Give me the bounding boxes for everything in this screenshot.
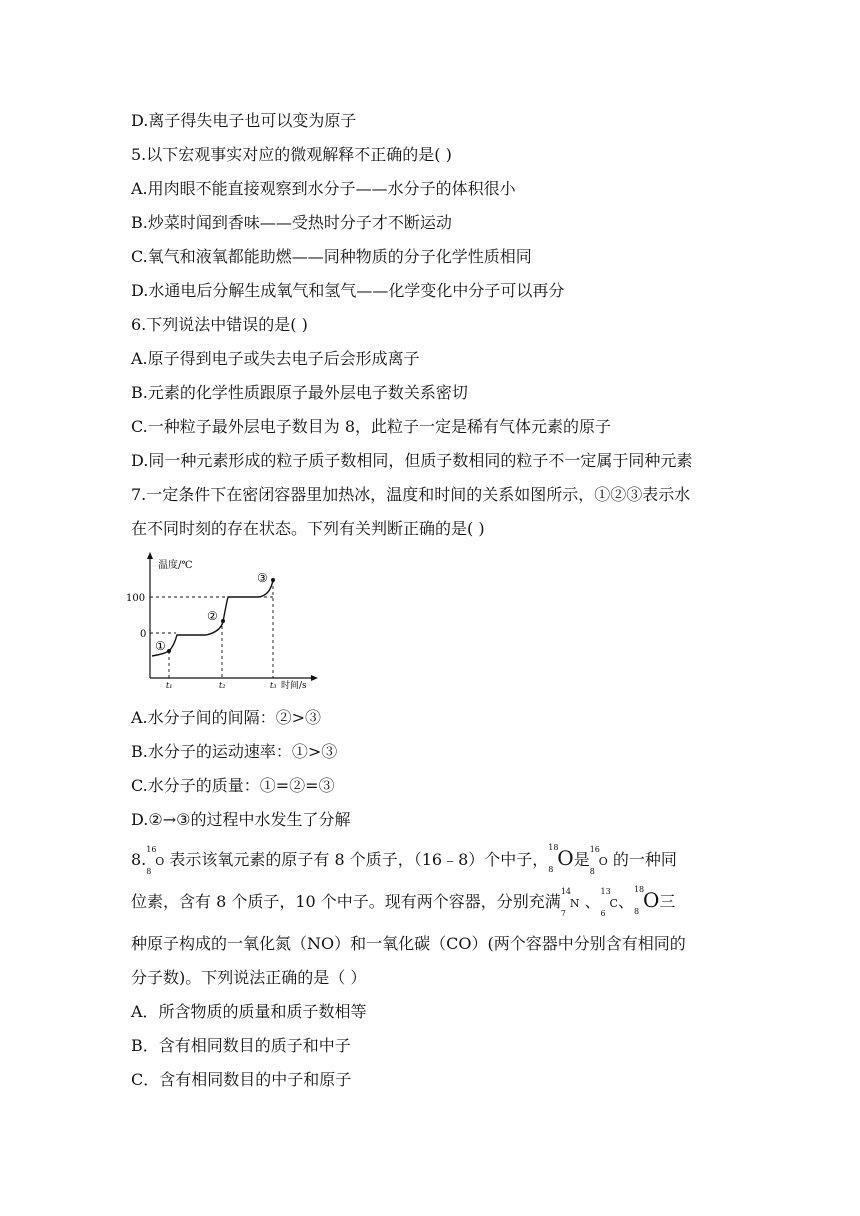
atomic-number: 8 <box>548 865 554 874</box>
x-axis-arrow <box>311 675 318 681</box>
question-6-stem: 6.下列说法中错误的是( ) <box>131 315 308 334</box>
point-label-2: ② <box>207 609 218 623</box>
option-a: A.原子得到电子或失去电子后会形成离子 <box>131 349 420 368</box>
isotope-o16 <box>589 845 608 876</box>
element-symbol: O <box>598 855 608 868</box>
temperature-time-chart <box>126 550 318 691</box>
x-tick-t3: t₃ <box>270 681 277 690</box>
x-tick-t2: t₂ <box>219 681 226 690</box>
question-8-line-4: 分子数)。下列说法正确的是（ ） <box>131 968 367 987</box>
mass-number: 14 <box>560 887 571 896</box>
element-symbol: O <box>155 855 165 868</box>
element-symbol: C <box>609 897 618 910</box>
text-line: D.离子得失电子也可以变为原子 <box>131 111 357 130</box>
isotope-o18 <box>633 885 660 916</box>
text-span: 位素，含有 8 个质子，10 个中子。现有两个容器，分别充满 <box>131 892 561 911</box>
mass-number: 18 <box>548 843 559 852</box>
y-axis-label: 温度/℃ <box>158 560 193 571</box>
option-b: B．含有相同数目的质子和中子 <box>131 1036 351 1055</box>
option-a: A．所含物质的质量和质子数相等 <box>131 1002 367 1021</box>
question-7-stem: 7.一定条件下在密闭容器里加热冰，温度和时间的关系如图所示，①②③表示水 <box>131 485 691 504</box>
mass-number: 13 <box>600 887 611 896</box>
isotope-o16 <box>146 845 165 876</box>
y-tick-100: 100 <box>126 593 146 604</box>
x-axis-label: 时间/s <box>281 681 307 691</box>
option-d: D.同一种元素形成的粒子质子数相同，但质子数相同的粒子不一定属于同种元素 <box>131 451 693 470</box>
text-span: 、 <box>617 892 634 911</box>
atomic-number: 7 <box>560 909 566 918</box>
point-label-3: ③ <box>257 571 268 585</box>
option-b: B.元素的化学性质跟原子最外层电子数关系密切 <box>131 383 468 402</box>
atomic-number: 8 <box>633 907 640 916</box>
text-span: 是 <box>573 850 590 869</box>
isotope-c13 <box>600 887 618 918</box>
question-8-line-2 <box>131 885 676 918</box>
question-5-stem: 5.以下宏观事实对应的微观解释不正确的是( ) <box>131 145 452 164</box>
point-2 <box>221 619 225 623</box>
question-8-line-3: 种原子构成的一氧化氮（NO）和一氧化碳（CO）(两个容器中分别含有相同的 <box>131 934 686 953</box>
text-span: 、 <box>579 892 601 911</box>
option-d: D.②→③的过程中水发生了分解 <box>131 810 351 829</box>
option-c: C.氧气和液氧都能助燃——同种物质的分子化学性质相同 <box>131 247 532 266</box>
option-a: A.水分子间的间隔：②>③ <box>131 708 322 727</box>
mass-number: 16 <box>146 845 157 854</box>
mass-number: 18 <box>633 885 645 894</box>
element-symbol: O <box>642 888 660 912</box>
option-b: B.水分子的运动速率：①>③ <box>131 742 338 761</box>
point-label-1: ① <box>155 639 166 653</box>
option-c: C.一种粒子最外层电子数目为 8，此粒子一定是稀有气体元素的原子 <box>131 417 612 436</box>
option-b: B.炒菜时闻到香味——受热时分子才不断运动 <box>131 213 452 232</box>
x-tick-t1: t₁ <box>166 681 173 690</box>
option-d: D.水通电后分解生成氧气和氢气——化学变化中分子可以再分 <box>131 281 565 300</box>
text-span: 的一种同 <box>607 850 677 869</box>
y-tick-0: 0 <box>140 629 147 640</box>
text-span: 表示该氧元素的原子有 8 个质子，（16﹣8）个中子， <box>164 850 549 869</box>
point-3 <box>271 578 275 582</box>
atomic-number: 8 <box>146 867 152 876</box>
option-a: A.用肉眼不能直接观察到水分子——水分子的体积很小 <box>131 179 516 198</box>
option-c: C.水分子的质量：①=②=③ <box>131 776 335 795</box>
atomic-number: 8 <box>589 867 595 876</box>
question-8-line-1 <box>131 843 677 876</box>
element-symbol: N <box>569 897 580 910</box>
text-span: 三 <box>659 892 676 911</box>
y-axis-arrow <box>147 552 153 559</box>
question-number: 8. <box>131 850 147 869</box>
atomic-number: 6 <box>600 909 606 918</box>
point-1 <box>167 649 171 653</box>
isotope-n14 <box>560 887 580 918</box>
element-symbol: O <box>557 846 574 870</box>
option-c: C．含有相同数目的中子和原子 <box>131 1070 352 1089</box>
question-7-stem-cont: 在不同时刻的存在状态。下列有关判断正确的是( ) <box>131 519 485 538</box>
isotope-o18 <box>548 843 574 874</box>
mass-number: 16 <box>589 845 600 854</box>
